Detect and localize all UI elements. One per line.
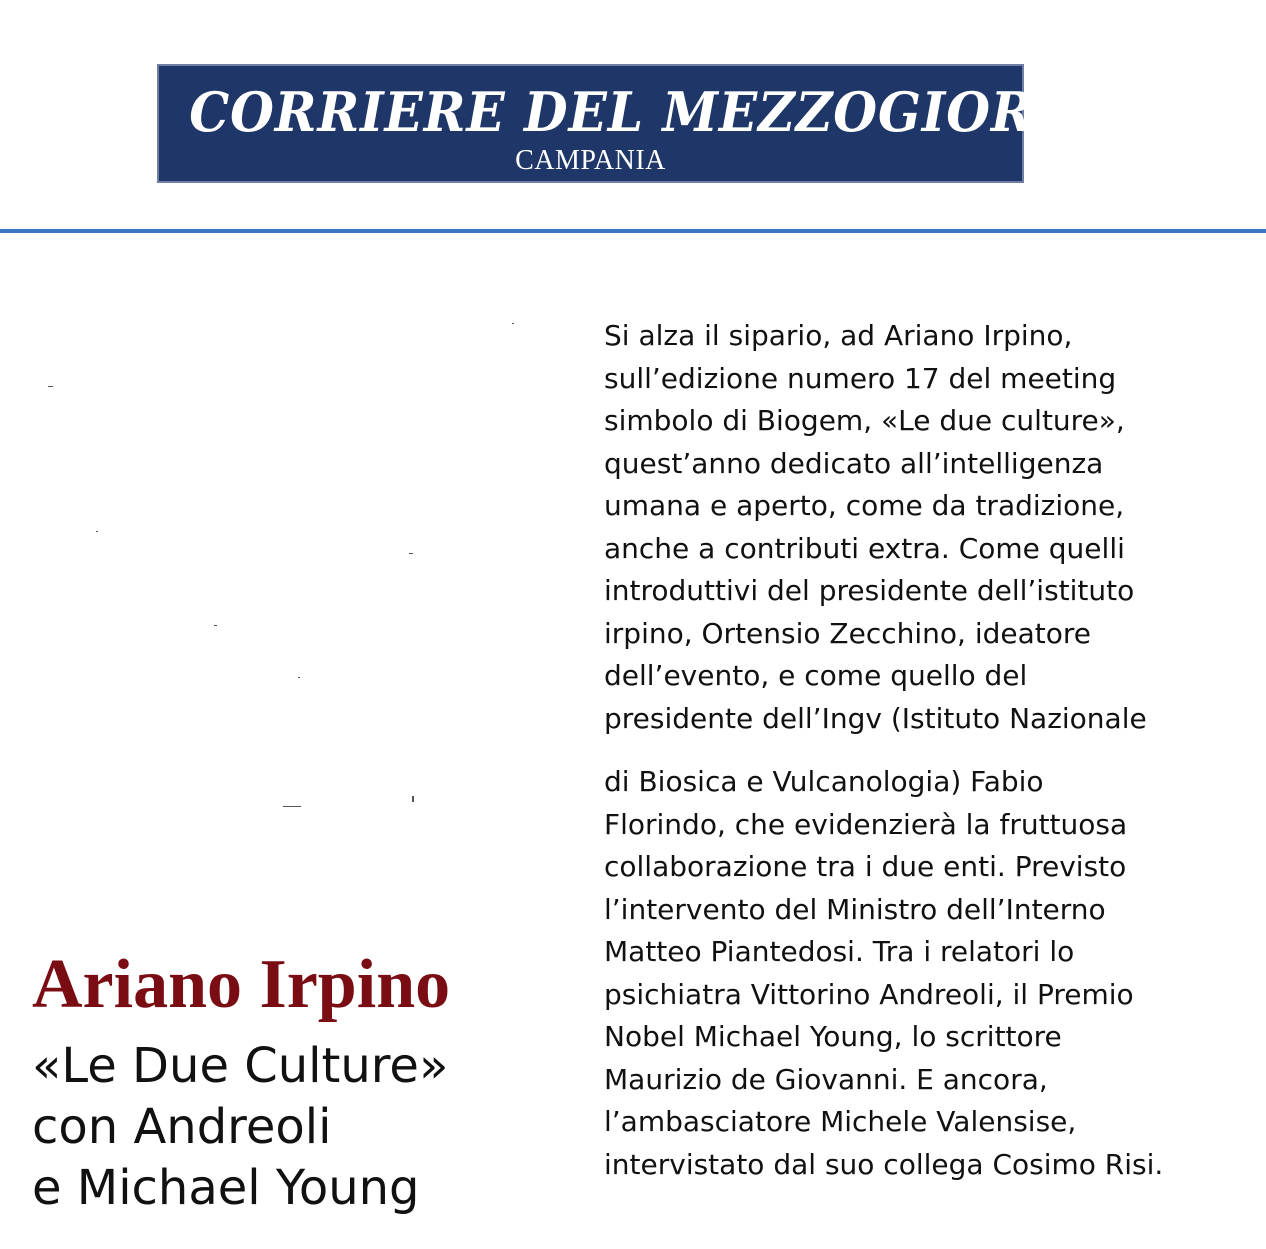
text-line: l’ambasciatore Michele Valensise, xyxy=(604,1105,1077,1138)
text-line: introduttivi del presidente dell’istituto xyxy=(604,574,1135,607)
text-line: anche a contributi extra. Come quelli xyxy=(604,531,1125,565)
text-line: Nobel Michael Young, lo scrittore xyxy=(604,1020,1062,1053)
text-line: Florindo, che evidenzierà la fruttuosa xyxy=(604,807,1128,841)
text-line: umana e aperto, come da tradizione, xyxy=(604,489,1125,522)
subheadline-line: e Michael Young xyxy=(32,1160,420,1216)
scan-speck xyxy=(409,553,413,554)
text-line: irpino, Ortensio Zecchino, ideatore xyxy=(604,616,1091,650)
subheadline-line: «Le Due Culture» xyxy=(32,1038,449,1094)
text-line: di Biosica e Vulcanologia) Fabio xyxy=(604,765,1044,798)
article-paragraph-2 xyxy=(604,761,1163,1186)
text-line: psichiatra Vittorino Andreoli, il Premio xyxy=(604,977,1134,1011)
text-line: intervistato dal suo collega Cosimo Risi. xyxy=(604,1147,1164,1181)
text-line: Maurizio de Giovanni. E ancora, xyxy=(604,1062,1048,1096)
scan-speck xyxy=(283,806,301,807)
text-line: presidente dell’Ingv (Istituto Nazionale xyxy=(604,701,1147,735)
scan-speck xyxy=(512,323,514,324)
masthead-title: CORRIERE DEL MEZZOGIORNO xyxy=(189,80,1126,144)
subheadline-line: con Andreoli xyxy=(32,1099,332,1155)
scan-speck xyxy=(412,796,414,802)
masthead-logo xyxy=(157,64,1126,183)
scan-speck xyxy=(48,386,53,387)
text-line: l’intervento del Ministro dell’Interno xyxy=(604,892,1106,926)
scan-speck xyxy=(96,531,98,532)
text-line: Matteo Piantedosi. Tra i relatori lo xyxy=(604,935,1075,968)
article-subheadline xyxy=(32,1036,448,1219)
text-line: simbolo di Biogem, «Le due culture», xyxy=(604,404,1125,437)
header-divider xyxy=(0,229,1266,233)
text-line: sull’edizione numero 17 del meeting xyxy=(604,361,1117,395)
article-headline: Ariano Irpino xyxy=(32,946,451,1023)
text-line: Si alza il sipario, ad Ariano Irpino, xyxy=(604,319,1073,352)
scan-speck xyxy=(214,625,217,626)
text-line: dell’evento, e come quello del xyxy=(604,659,1028,692)
text-line: quest’anno dedicato all’intelligenza xyxy=(604,446,1104,480)
scan-speck xyxy=(298,677,300,678)
article-paragraph-1 xyxy=(604,315,1147,740)
text-line: collaborazione tra i due enti. Previsto xyxy=(604,850,1127,883)
masthead-subtitle: CAMPANIA xyxy=(515,145,666,176)
